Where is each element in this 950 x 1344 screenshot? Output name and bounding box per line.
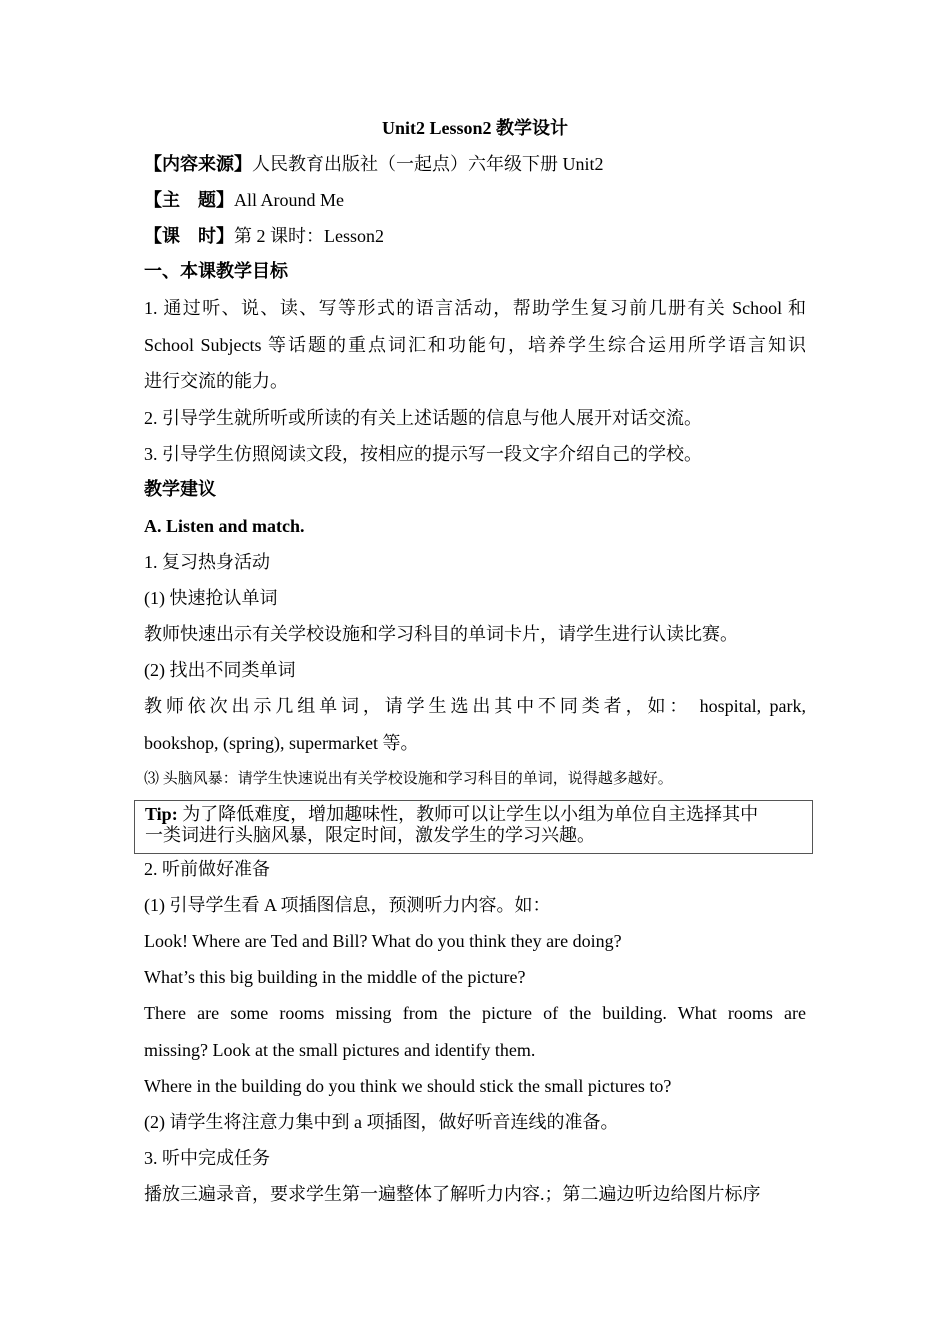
tip-box <box>134 800 813 854</box>
meta-source-value: 人民教育出版社（一起点）六年级下册 Unit2 <box>252 154 604 174</box>
step1-2-desc-line2: bookshop, (spring), supermarket 等。 <box>144 733 419 753</box>
meta-period <box>144 224 806 249</box>
step2-heading: 2. 听前做好准备 <box>144 859 270 879</box>
question-4: Where in the building do you think we should stick the small pictures to? <box>144 1076 672 1096</box>
tip-text-line1: 为了降低难度，增加趣味性，教师可以让学生以小组为单位自主选择其中 <box>182 804 759 825</box>
meta-period-value: 第 2 课时：Lesson2 <box>234 226 384 246</box>
step1-1-desc: 教师快速出示有关学校设施和学习科目的单词卡片，请学生进行认读比赛。 <box>144 624 738 644</box>
step1-heading: 1. 复习热身活动 <box>144 552 270 572</box>
step3-heading: 3. 听中完成任务 <box>144 1148 270 1168</box>
meta-topic-label: 【主 题】 <box>144 190 234 211</box>
meta-topic <box>144 188 806 213</box>
goal1-line2: School Subjects 等话题的重点词汇和功能句，培养学生综合运用所学语言知识 <box>144 335 806 355</box>
part-a-heading: A. Listen and match. <box>144 516 305 536</box>
step1-3: ⑶ 头脑风暴：请学生快速说出有关学校设施和学习科目的单词，说得越多越好。 <box>144 771 673 787</box>
step3-desc: 播放三遍录音，要求学生第一遍整体了解听力内容.；第二遍边听边给图片标序 <box>144 1184 761 1204</box>
meta-source-label: 【内容来源】 <box>144 154 252 175</box>
tip-label: Tip: <box>145 804 178 824</box>
goal1-line1: 1. 通过听、说、读、写等形式的语言活动，帮助学生复习前几册有关 School 和 <box>144 298 806 318</box>
section1-heading: 一、本课教学目标 <box>144 261 288 282</box>
question-1: Look! Where are Ted and Bill? What do you think they are doing? <box>144 931 622 951</box>
meta-topic-value: All Around Me <box>234 190 344 210</box>
meta-period-label: 【课 时】 <box>144 226 234 247</box>
step1-2: (2) 找出不同类单词 <box>144 660 296 680</box>
tip-line2: 一类词进行头脑风暴，限定时间，激发学生的学习兴趣。 <box>145 825 595 846</box>
question-3-line1: There are some rooms missing from the picture of the building. What rooms are <box>144 1003 806 1023</box>
question-3-line2: missing? Look at the small pictures and identify them. <box>144 1040 536 1060</box>
question-2: What’s this big building in the middle of the picture? <box>144 967 526 987</box>
step1-1: (1) 快速抢认单词 <box>144 588 278 608</box>
document-title-text: Unit2 Lesson2 教学设计 <box>381 118 569 138</box>
tip-line1 <box>145 803 805 826</box>
meta-source <box>144 152 806 177</box>
section2-heading: 教学建议 <box>144 479 216 500</box>
step2-2: (2) 请学生将注意力集中到 a 项插图，做好听音连线的准备。 <box>144 1112 619 1132</box>
step2-1: (1) 引导学生看 A 项插图信息，预测听力内容。如： <box>144 895 551 915</box>
document-title <box>0 116 950 140</box>
goal1-line3: 进行交流的能力。 <box>144 371 288 391</box>
goal3: 3. 引导学生仿照阅读文段，按相应的提示写一段文字介绍自己的学校。 <box>144 444 702 464</box>
step1-2-desc-line1: 教师依次出示几组单词，请学生选出其中不同类者，如： hospital, park, <box>144 696 806 716</box>
goal2: 2. 引导学生就所听或所读的有关上述话题的信息与他人展开对话交流。 <box>144 408 702 428</box>
